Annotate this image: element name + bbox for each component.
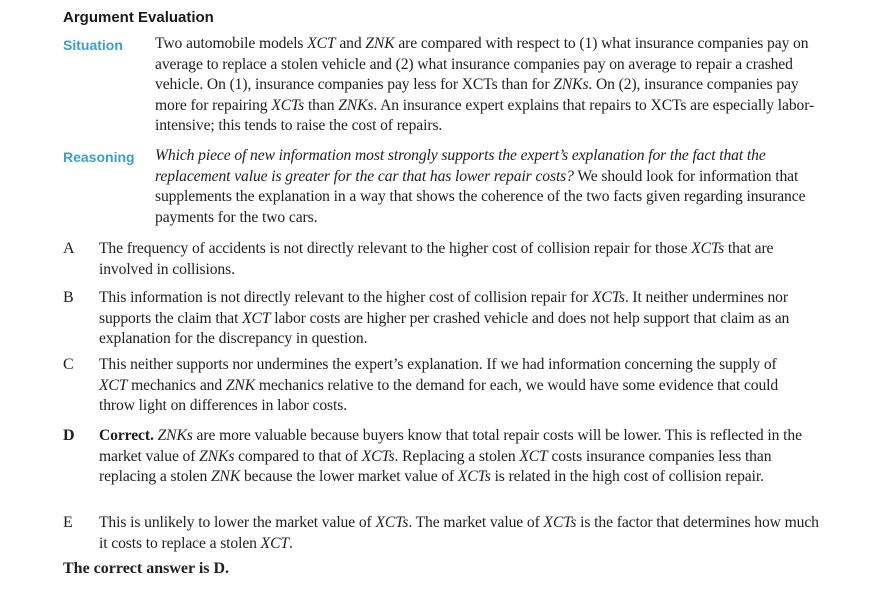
option-a-letter: A	[63, 240, 75, 257]
option-e-text: This is unlikely to lower the market value of XCTs. The market value of XCTs is the factor that determines how much it costs to replace a stolen XCT.	[99, 514, 819, 552]
correct-answer: The correct answer is D.	[63, 560, 230, 577]
correct-marker: Correct.	[99, 427, 154, 444]
option-e-letter: E	[63, 514, 73, 531]
option-c-letter: C	[63, 356, 74, 373]
option-d-letter: D	[63, 427, 75, 444]
option-b-letter: B	[63, 289, 74, 306]
situation-label: Situation	[63, 37, 123, 53]
reasoning-text: Which piece of new information most strongly supports the expert’s explanation for the fact that the replacement value is greater for the car that has lower repair costs? We should look for information that supplements the explanation in a way that shows the coherence of the two facts given regarding insurance payments for the two cars.	[155, 147, 806, 226]
option-b-text: This information is not directly relevant to the higher cost of collision repair for XCTs. It neither undermines nor supports the claim that XCT labor costs are higher per crashed vehicle and does not help support that claim as an explanation for the discrepancy in question.	[99, 289, 790, 347]
reasoning-label: Reasoning	[63, 149, 135, 165]
option-c-text: This neither supports nor undermines the expert’s explanation. If we had information concerning the supply of XCT mechanics and ZNK mechanics relative to the demand for each, we would have some evidence that could throw light on differences in labor costs.	[99, 356, 779, 414]
situation-text: Two automobile models XCT and ZNK are compared with respect to (1) what insurance companies pay on average to replace a stolen vehicle and (2) what insurance companies pay on average to repair a crashed vehicle. On (1), insurance companies pay less for XCTs than for ZNKs. On (2), insurance companies pay more for repairing XCTs than ZNKs. An insurance expert explains that repairs to XCTs are especially labor-intensive; this tends to raise the cost of repairs.	[155, 35, 815, 134]
section-heading: Argument Evaluation	[63, 9, 214, 26]
option-d-text: Correct. ZNKs are more valuable because buyers know that total repair costs will be lower. This is reflected in the market value of ZNKs compared to that of XCTs. Replacing a stolen XCT costs insurance companies less than replacing a stolen ZNK because the lower market value of XCTs is related in the high cost of collision repair.	[99, 427, 802, 485]
option-a-text: The frequency of accidents is not directly relevant to the higher cost of collision repair for those XCTs that are involved in collisions.	[99, 240, 774, 278]
